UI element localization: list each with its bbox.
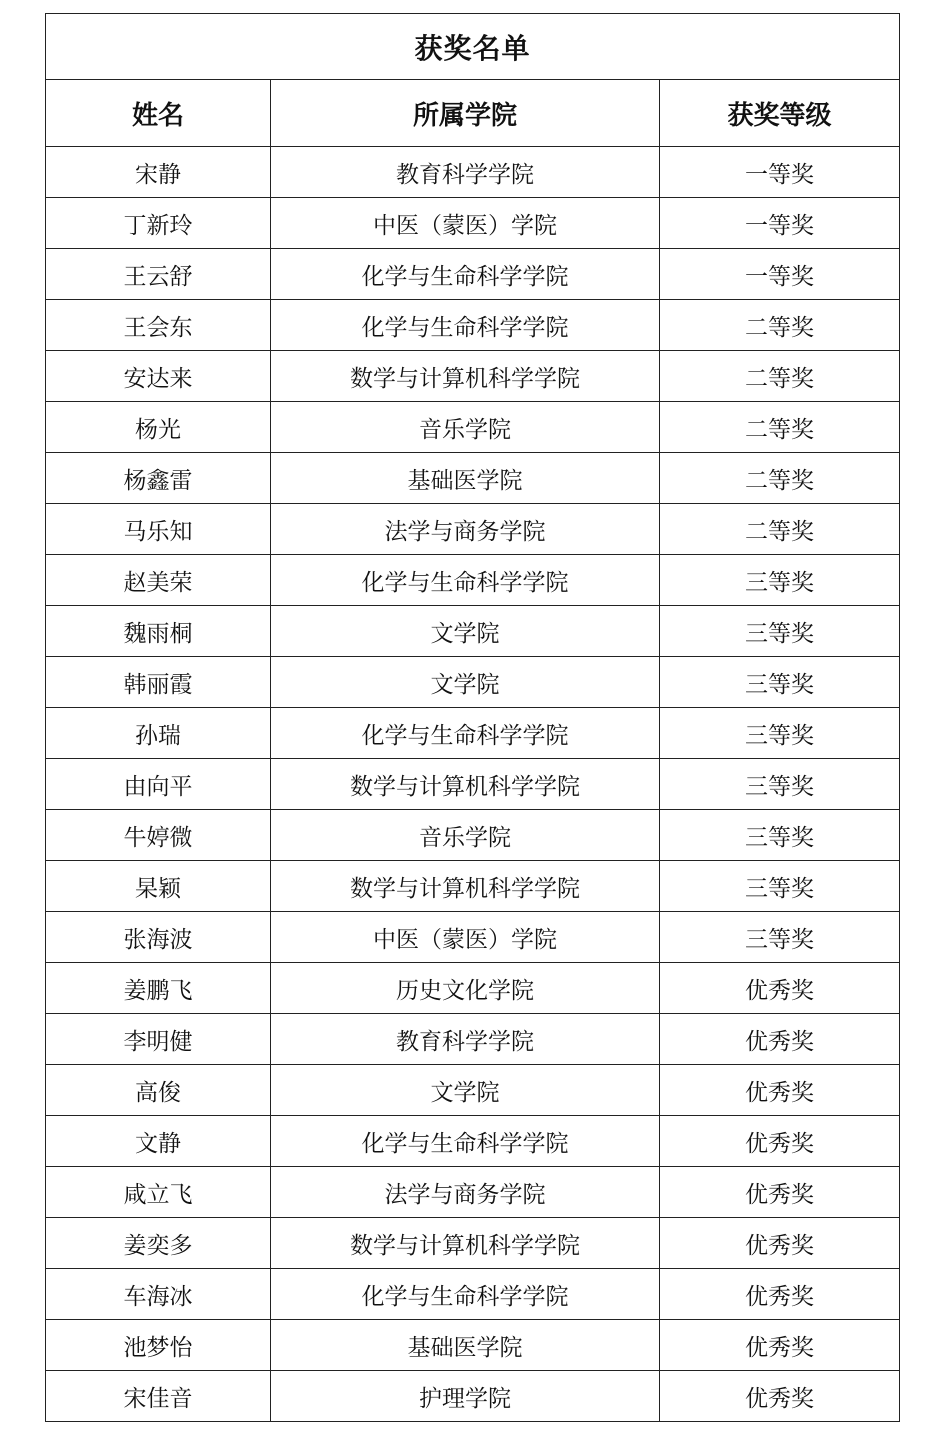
- cell-college: 化学与生命科学学院: [271, 555, 660, 606]
- cell-name: 韩丽霞: [46, 657, 271, 708]
- table-row: [46, 606, 900, 657]
- cell-college: 文学院: [271, 657, 660, 708]
- table-row: [46, 1218, 900, 1269]
- title-row: [46, 14, 900, 80]
- cell-name: 张海波: [46, 912, 271, 963]
- cell-award-level: 三等奖: [660, 657, 900, 708]
- cell-name: 车海冰: [46, 1269, 271, 1320]
- cell-award-level: 一等奖: [660, 198, 900, 249]
- cell-award-level: 三等奖: [660, 759, 900, 810]
- cell-award-level: 一等奖: [660, 249, 900, 300]
- cell-award-level: 三等奖: [660, 861, 900, 912]
- table-row: [46, 657, 900, 708]
- cell-college: 文学院: [271, 1065, 660, 1116]
- table-row: [46, 1065, 900, 1116]
- cell-college: 化学与生命科学学院: [271, 708, 660, 759]
- cell-name: 马乐知: [46, 504, 271, 555]
- table-row: [46, 963, 900, 1014]
- cell-name: 文静: [46, 1116, 271, 1167]
- cell-college: 音乐学院: [271, 402, 660, 453]
- cell-name: 宋静: [46, 147, 271, 198]
- cell-award-level: 三等奖: [660, 912, 900, 963]
- cell-award-level: 优秀奖: [660, 1116, 900, 1167]
- cell-award-level: 三等奖: [660, 708, 900, 759]
- table-row: [46, 1320, 900, 1371]
- cell-name: 杲颖: [46, 861, 271, 912]
- column-header-college: 所属学院: [271, 80, 660, 147]
- table-row: [46, 300, 900, 351]
- table-row: [46, 402, 900, 453]
- cell-name: 咸立飞: [46, 1167, 271, 1218]
- cell-name: 高俊: [46, 1065, 271, 1116]
- table-row: [46, 1167, 900, 1218]
- cell-award-level: 二等奖: [660, 300, 900, 351]
- table-row: [46, 555, 900, 606]
- cell-award-level: 优秀奖: [660, 1014, 900, 1065]
- cell-college: 历史文化学院: [271, 963, 660, 1014]
- cell-award-level: 三等奖: [660, 810, 900, 861]
- header-row: [46, 80, 900, 147]
- cell-college: 化学与生命科学学院: [271, 249, 660, 300]
- cell-name: 魏雨桐: [46, 606, 271, 657]
- cell-college: 护理学院: [271, 1371, 660, 1422]
- table-row: [46, 453, 900, 504]
- cell-college: 文学院: [271, 606, 660, 657]
- table-row: [46, 810, 900, 861]
- cell-name: 赵美荣: [46, 555, 271, 606]
- cell-name: 丁新玲: [46, 198, 271, 249]
- cell-name: 姜鹏飞: [46, 963, 271, 1014]
- cell-college: 教育科学学院: [271, 147, 660, 198]
- cell-name: 杨光: [46, 402, 271, 453]
- cell-college: 教育科学学院: [271, 1014, 660, 1065]
- table-row: [46, 504, 900, 555]
- cell-college: 基础医学院: [271, 453, 660, 504]
- cell-college: 中医（蒙医）学院: [271, 912, 660, 963]
- cell-college: 化学与生命科学学院: [271, 300, 660, 351]
- table-row: [46, 1014, 900, 1065]
- cell-college: 数学与计算机科学学院: [271, 1218, 660, 1269]
- cell-name: 王会东: [46, 300, 271, 351]
- cell-award-level: 优秀奖: [660, 1320, 900, 1371]
- cell-name: 王云舒: [46, 249, 271, 300]
- cell-college: 法学与商务学院: [271, 504, 660, 555]
- cell-award-level: 一等奖: [660, 147, 900, 198]
- cell-college: 数学与计算机科学学院: [271, 861, 660, 912]
- cell-award-level: 优秀奖: [660, 1218, 900, 1269]
- table-body: [46, 147, 900, 1422]
- cell-award-level: 二等奖: [660, 504, 900, 555]
- cell-award-level: 三等奖: [660, 606, 900, 657]
- column-header-level: 获奖等级: [660, 80, 900, 147]
- table-row: [46, 708, 900, 759]
- table-row: [46, 912, 900, 963]
- cell-college: 音乐学院: [271, 810, 660, 861]
- table-row: [46, 1116, 900, 1167]
- cell-name: 安达来: [46, 351, 271, 402]
- cell-college: 中医（蒙医）学院: [271, 198, 660, 249]
- cell-award-level: 三等奖: [660, 555, 900, 606]
- table-row: [46, 1371, 900, 1422]
- cell-college: 法学与商务学院: [271, 1167, 660, 1218]
- cell-name: 李明健: [46, 1014, 271, 1065]
- cell-name: 池梦怡: [46, 1320, 271, 1371]
- cell-name: 由向平: [46, 759, 271, 810]
- awards-table: [45, 13, 900, 1422]
- table-title: 获奖名单: [46, 14, 900, 80]
- table-row: [46, 759, 900, 810]
- table-row: [46, 861, 900, 912]
- cell-name: 姜奕多: [46, 1218, 271, 1269]
- table-row: [46, 198, 900, 249]
- cell-college: 数学与计算机科学学院: [271, 351, 660, 402]
- cell-award-level: 优秀奖: [660, 963, 900, 1014]
- table-row: [46, 1269, 900, 1320]
- cell-college: 化学与生命科学学院: [271, 1116, 660, 1167]
- cell-award-level: 优秀奖: [660, 1371, 900, 1422]
- cell-award-level: 优秀奖: [660, 1065, 900, 1116]
- cell-name: 孙瑞: [46, 708, 271, 759]
- table-row: [46, 147, 900, 198]
- cell-college: 基础医学院: [271, 1320, 660, 1371]
- cell-name: 牛婷微: [46, 810, 271, 861]
- column-header-name: 姓名: [46, 80, 271, 147]
- cell-college: 化学与生命科学学院: [271, 1269, 660, 1320]
- table-row: [46, 249, 900, 300]
- cell-award-level: 二等奖: [660, 402, 900, 453]
- cell-name: 宋佳音: [46, 1371, 271, 1422]
- table-row: [46, 351, 900, 402]
- cell-award-level: 优秀奖: [660, 1269, 900, 1320]
- cell-award-level: 优秀奖: [660, 1167, 900, 1218]
- cell-award-level: 二等奖: [660, 453, 900, 504]
- cell-name: 杨鑫雷: [46, 453, 271, 504]
- cell-award-level: 二等奖: [660, 351, 900, 402]
- cell-college: 数学与计算机科学学院: [271, 759, 660, 810]
